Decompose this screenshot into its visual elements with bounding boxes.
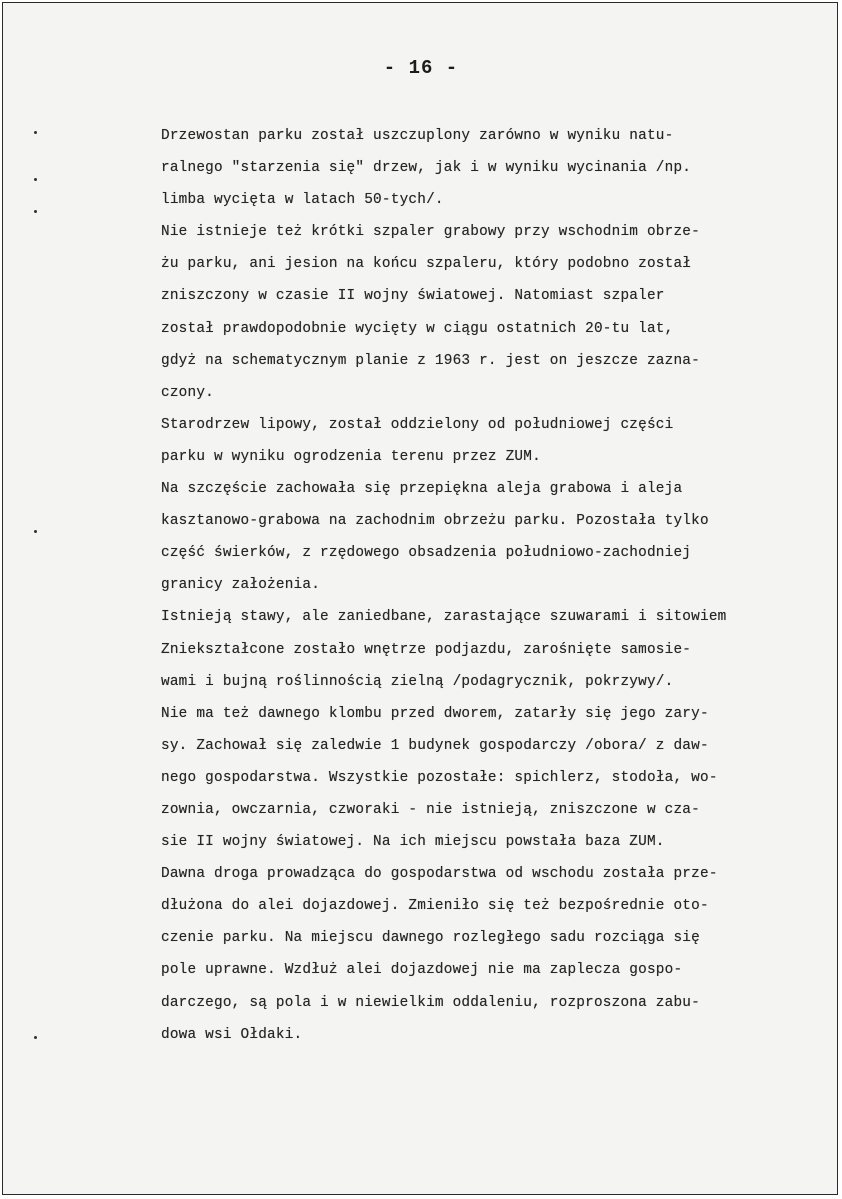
text-line: sy. Zachował się zaledwie 1 budynek gospodarczy /obora/ z daw- — [161, 737, 709, 754]
text-line: dowa wsi Ołdaki. — [161, 1026, 303, 1043]
text-line: gdyż na schematycznym planie z 1963 r. jest on jeszcze zazna- — [161, 352, 700, 369]
text-line: został prawdopodobnie wycięty w ciągu ostatnich 20-tu lat, — [161, 320, 674, 337]
text-line: czony. — [161, 384, 215, 401]
text-line: Nie ma też dawnego klombu przed dworem, zatarły się jego zary- — [161, 705, 709, 722]
text-line: sie II wojny światowej. Na ich miejscu powstała baza ZUM. — [161, 834, 665, 851]
text-line: wami i bujną roślinnością zielną /podagrycznik, pokrzywy/. — [161, 673, 674, 690]
text-line: Drzewostan parku został uszczuplony zarówno w wyniku natu- — [161, 128, 674, 144]
text-line: limba wycięta w latach 50-tych/. — [161, 192, 444, 209]
page-number: - 16 - — [383, 57, 459, 79]
text-line: Starodrzew lipowy, został oddzielony od południowej części — [161, 416, 674, 433]
text-line: zownia, owczarnia, czworaki - nie istnieją, zniszczone w cza- — [161, 801, 700, 818]
text-line: żu parku, ani jesion na końcu szpaleru, który podobno został — [161, 256, 692, 273]
text-line: parku w wyniku ogrodzenia terenu przez ZUM. — [161, 448, 541, 465]
margin-mark — [34, 178, 37, 181]
margin-mark — [34, 1036, 37, 1039]
text-line: część świerków, z rzędowego obsadzenia południowo-zachodniej — [161, 545, 692, 562]
text-line: kasztanowo-grabowa na zachodnim obrzeżu parku. Pozostała tylko — [161, 513, 709, 530]
text-line: pole uprawne. Wzdłuż alei dojazdowej nie ma zaplecza gospo- — [161, 962, 683, 979]
body-text — [161, 120, 821, 1051]
text-line: darczego, są pola i w niewielkim oddaleniu, rozproszona zabu- — [161, 994, 700, 1011]
margin-mark — [34, 131, 37, 134]
text-line: nego gospodarstwa. Wszystkie pozostałe: spichlerz, stodoła, wo- — [161, 769, 718, 786]
text-line: Na szczęście zachowała się przepiękna aleja grabowa i aleja — [161, 481, 683, 498]
text-line: ralnego "starzenia się" drzew, jak i w wyniku wycinania /np. — [161, 160, 692, 177]
text-line: dłużona do alei dojazdowej. Zmieniło się też bezpośrednie oto- — [161, 898, 709, 915]
text-line: Nie istnieje też krótki szpaler grabowy przy wschodnim obrze- — [161, 224, 700, 241]
text-line: zniszczony w czasie II wojny światowej. Natomiast szpaler — [161, 288, 665, 305]
margin-mark — [34, 210, 37, 213]
text-line: czenie parku. Na miejscu dawnego rozległego sadu rozciąga się — [161, 930, 700, 947]
text-line: Dawna droga prowadząca do gospodarstwa od wschodu została prze- — [161, 866, 718, 883]
text-line: Istnieją stawy, ale zaniedbane, zarastające szuwarami i sitowiem — [161, 609, 727, 626]
text-line: Zniekształcone zostało wnętrze podjazdu, zarośnięte samosie- — [161, 641, 692, 658]
text-line: granicy założenia. — [161, 577, 321, 594]
margin-mark — [34, 530, 37, 533]
